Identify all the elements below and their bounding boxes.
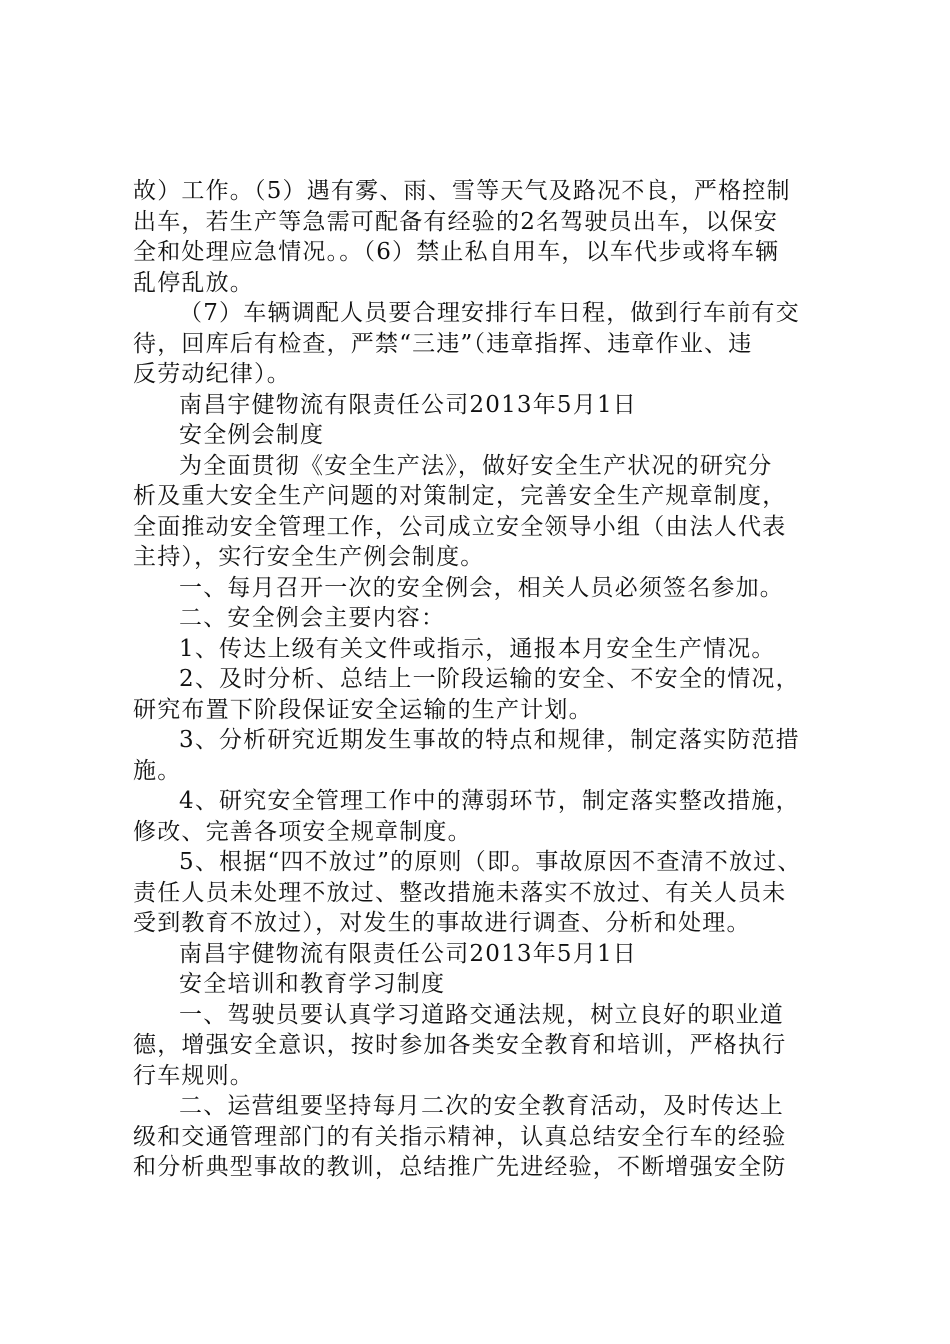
text-line: 施。 [133,757,182,784]
text-line: 故）工作。（5）遇有雾、雨、雪等天气及路况不良，严格控制 [133,178,791,204]
text-line: 修改、完善各项安全规章制度。 [133,818,472,845]
text-line: 受到教育不放过），对发生的事故进行调查、分析和处理。 [133,910,751,936]
text-line: 主持），实行安全生产例会制度。 [133,544,485,570]
text-line: 1、传达上级有关文件或指示，通报本月安全生产情况。 [179,635,776,662]
text-line: 乱停乱放。 [133,269,254,296]
text-line: 行车规则。 [133,1062,254,1089]
text-line: 4、研究安全管理工作中的薄弱环节，制定落实整改措施， [179,788,800,814]
text-line: 析及重大安全生产问题的对策制定，完善安全生产规章制度， [133,483,787,509]
text-line: 5、根据“四不放过”的原则（即。事故原因不查清不放过、 [179,849,802,875]
text-line: 一、驾驶员要认真学习道路交通法规，树立良好的职业道 [179,1001,784,1028]
text-line: 级和交通管理部门的有关指示精神，认真总结安全行车的经验 [133,1123,787,1150]
text-line: 待，回库后有检查，严禁“三违”（违章指挥、违章作业、违 [133,330,753,357]
text-line: 研究布置下阶段保证安全运输的生产计划。 [133,696,593,723]
text-line: 南昌宇健物流有限责任公司2013年5月1日 [179,940,637,967]
text-line: 为全面贯彻《安全生产法》，做好安全生产状况的研究分 [179,452,773,479]
text-line: 和分析典型事故的教训，总结推广先进经验，不断增强安全防 [133,1154,787,1180]
text-line: 安全例会制度 [179,422,325,448]
text-line: 全面推动安全管理工作，公司成立安全领导小组（由法人代表 [133,513,787,540]
text-line: 3、分析研究近期发生事故的特点和规律，制定落实防范措 [179,727,800,753]
text-line: 出车，若生产等急需可配备有经验的2名驾驶员出车，以保安 [133,208,779,235]
text-line: 一、每月召开一次的安全例会，相关人员必须签名参加。 [179,574,784,601]
text-line: 全和处理应急情况。。（6）禁止私自用车，以车代步或将车辆 [133,239,780,265]
text-line: 2、及时分析、总结上一阶段运输的安全、不安全的情况， [179,666,800,692]
document-body [133,176,833,1183]
text-line: 安全培训和教育学习制度 [179,971,446,997]
text-line: 二、运营组要坚持每月二次的安全教育活动，及时传达上 [179,1093,784,1119]
text-line: 责任人员未处理不放过、整改措施未落实不放过、有关人员未 [133,879,787,906]
text-line: 反劳动纪律）。 [133,361,291,387]
text-line: 二、安全例会主要内容： [179,605,446,631]
text-line: （7）车辆调配人员要合理安排行车日程，做到行车前有交 [179,300,800,326]
text-line: 德，增强安全意识，按时参加各类安全教育和培训，严格执行 [133,1032,787,1058]
text-line: 南昌宇健物流有限责任公司2013年5月1日 [179,391,637,418]
